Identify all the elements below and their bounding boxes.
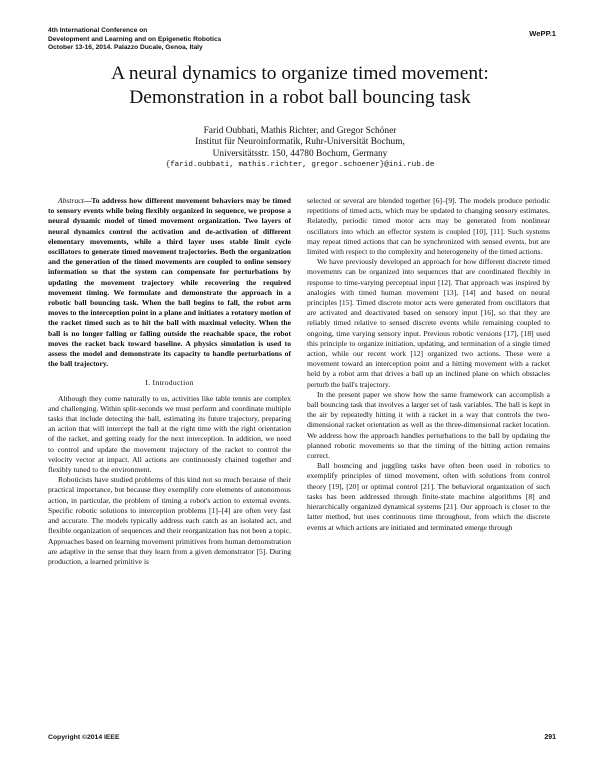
conference-line-1: 4th International Conference on — [48, 27, 148, 34]
author-emails: {farid.oubbati, mathis.richter, gregor.schoener}@ini.rub.de — [165, 160, 435, 169]
body-paragraph: We have previously developed an approach for how different discrete timed movements can be organized into sequences that are coordinated flexibly in response to time-varying perceptual input [12]. That approach was inspired by analogies with timed human movement [13], [14] and based on neural principles [15]. Timed discrete motor acts were generated from oscillators that are activated and deactivated based on sensory input [16], so that they are reliably timed relative to sensed discrete events while remaining coupled to ongoing, time varying sensory input. Previous robotic versions [17], [18] used this principle to organize initiation, updating, and termination of a single timed action, while our recent work [12] organized two actions. These were a movement toward an interception point and a hitting movement with a racket held by a robot arm that drives a ball up an inclined plane on which obstacles perturb the ball's trajectory. — [307, 257, 550, 389]
left-column — [48, 196, 291, 567]
title-line-2: Demonstration in a robot ball bouncing task — [129, 87, 471, 108]
copyright-notice: Copyright ©2014 IEEE — [48, 734, 120, 741]
abstract-lead: Abstract — [58, 196, 84, 205]
body-paragraph: Roboticists have studied problems of this kind not so much because of their practical importance, but because they exemplify core elements of autonomous action, in particular, the problem of timing a robot's action to external events. Specific robotic solutions to interception problems [1]–[4] are often very fast and accurate. The models typically address each catch as an isolated act, and flexible organization of sequences and their reorganization has not been a topic. Approaches based on learning movement primitives from human demonstration are adaptive in the sense that they learn from a given demonstrator [5]. During production, a learned primitive is — [48, 475, 291, 566]
conference-line-3: October 13-16, 2014. Palazzo Ducale, Genoa, Italy — [48, 44, 203, 52]
paper-id: WePP.1 — [529, 29, 556, 38]
affiliation-line-2: Universitätsstr. 150, 44780 Bochum, Germany — [212, 148, 388, 159]
body-paragraph: Ball bouncing and juggling tasks have often been used in robotics to exemplify principles of timed movement, often with solutions from control theory [19], [20] or optimal control [21]. The behavioral organization of such tasks has been addressed through finite-state machine algorithms [8] and hierarchically organized dynamical systems [21]. Our approach is closer to the latter method, but uses continuous time throughout, from which the discrete events at which actions are initiated and terminated emerge through — [307, 461, 550, 532]
conference-line-2: Development and Learning and on Epigenetic Robotics — [48, 35, 222, 43]
affiliation-line-1: Institut für Neuroinformatik, Ruhr-Universität Bochum, — [195, 137, 405, 148]
abstract — [48, 196, 291, 369]
page-number: 291 — [544, 734, 556, 741]
conference-header — [48, 27, 221, 53]
abstract-text: —To address how different movement behaviors may be timed to sensory events while being flexibly organized in sequence, we propose a neural dynamic model of timed movement organization. Two layers of neural dynamics control the activation and de-activation of different elementary movements, while a third layer uses stable limit cycle oscillators to generate timed movement trajectories. Both the organization and the generation of the timed movements are coupled to online sensory information so that the system can compensate for perturbations by updating the movement trajectory while recovering the required movement timing. We formulate and demonstrate the approach in a robotic ball bouncing task. When the ball begins to fall, the robot arm moves to the interception point in a plane and initiates a rotatory motion of the racket timed such as to hit the ball with maximal velocity. When the ball is no longer falling or falling outside the reachable space, the robot moves the racket back toward baseline. A physics simulation is used to assess the model and demonstrate its capacity to handle perturbations of the ball trajectory. — [48, 196, 291, 369]
paper-title — [40, 62, 560, 110]
author-block — [40, 126, 560, 171]
section-heading-introduction: I. Introduction — [145, 378, 194, 388]
title-line-1: A neural dynamics to organize timed movement: — [111, 63, 489, 84]
author-names: Farid Oubbati, Mathis Richter, and Gregor Schöner — [203, 126, 397, 136]
body-paragraph: In the present paper we show how the same framework can accomplish a ball bouncing task that involves a larger set of task variables. The ball is kept in the air by repeatedly hitting it with a racket in a way that controls the two-dimensional racket orientation as well as the three-dimensional racket location. We address how the approach handles perturbations to the ball by updating the planned robotic movements so that the timing of the hitting action remains correct. — [307, 389, 550, 461]
right-column — [307, 196, 550, 533]
body-paragraph: Although they come naturally to us, activities like table tennis are complex and challenging. Within split-seconds we must perform and coordinate multiple tasks that include detecting the ball, estimating its future trajectory, preparing an action that will intercept the ball at the right time with the right orientation of the racket, and getting ready for the next interception. In addition, we need to control and update the movement trajectory of the racket to control the velocity vector at impact. All actions are continuously chained together and flexibly tuned to the environment. — [48, 393, 291, 475]
body-paragraph: selected or several are blended together [6]–[9]. The models produce periodic repetitions of timed acts, which may be updated to changing sensory estimates. Relatedly, periodic timed motor acts may be generated from nonlinear oscillators into which an effector system is coupled [10], [11]. Such systems may repeat timed actions that can be synchronized with sensed events, but are limited with respect to the complexity and heterogeneity of the timed actions. — [307, 196, 550, 257]
